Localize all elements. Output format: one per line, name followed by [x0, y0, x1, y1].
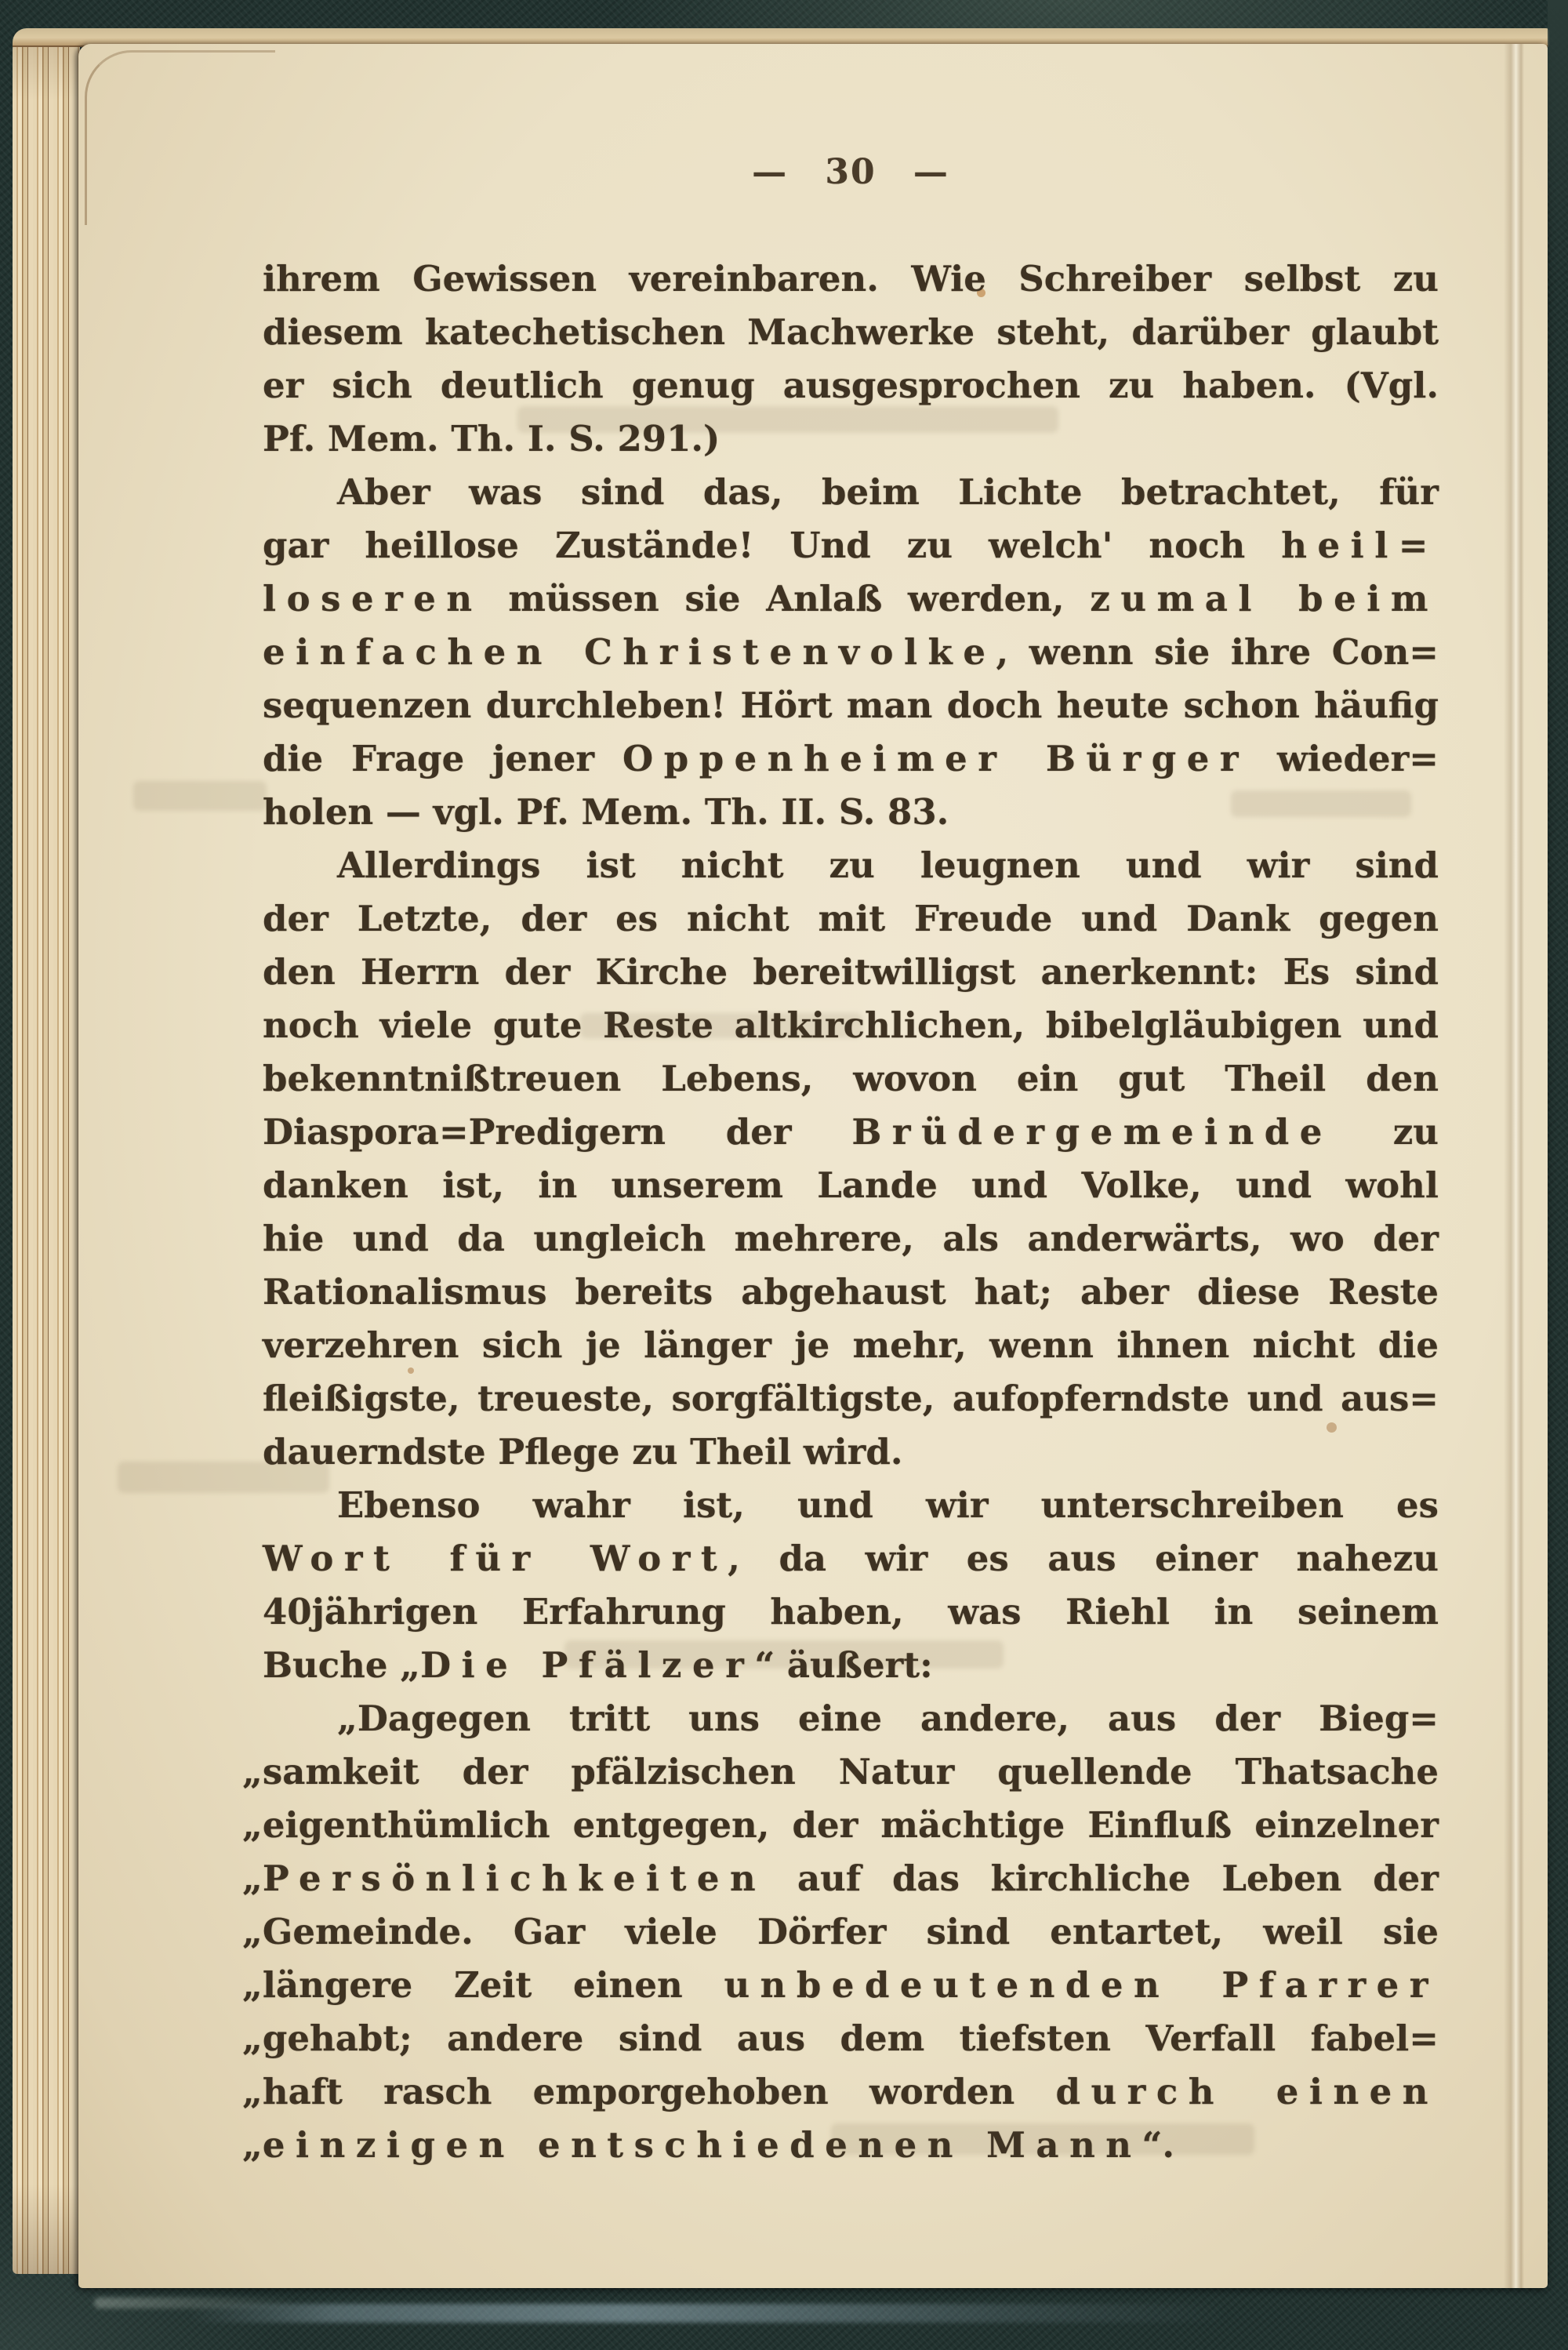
text-line	[263, 892, 1439, 946]
text-run: „	[242, 1858, 263, 1899]
text-run: zu	[1332, 1111, 1439, 1153]
text-line	[263, 1639, 1439, 1692]
text-run: “ äußert:	[754, 1644, 933, 1686]
text-line	[263, 252, 1439, 306]
text-run: „eigenthümlich entgegen, der mächtige Einfluß einzelner	[242, 1804, 1439, 1846]
text-run: „haft rasch emporgehoben worden	[242, 2071, 1056, 2112]
text-run: Ebenso wahr ist, und wir unterschreiben es	[337, 1484, 1439, 1526]
text-run: den Herrn der Kirche bereitwilligst anerkennt: Es sind	[263, 951, 1439, 993]
text-run: , da wir es aus einer nahezu	[728, 1538, 1439, 1579]
text-line	[263, 626, 1439, 679]
text-run: ihrem Gewissen vereinbaren. Wie Schreiber selbst zu	[263, 258, 1439, 300]
letterspaced-text: heil=	[1281, 525, 1439, 566]
text-line	[263, 1372, 1439, 1426]
text-run: Buche „	[263, 1644, 421, 1686]
text-run: „Gemeinde. Gar viele Dörfer sind entartet, weil sie	[242, 1911, 1439, 1952]
cover-edge-right	[1548, 0, 1568, 282]
page-number-header: — 30 —	[752, 152, 949, 192]
text-run: Allerdings ist nicht zu leugnen und wir sind	[337, 844, 1439, 886]
text-line	[263, 519, 1439, 572]
page-right-crease	[1504, 44, 1524, 2288]
letterspaced-text: durch einen	[1055, 2071, 1439, 2112]
text-line	[263, 1266, 1439, 1319]
text-run: dauerndste Pflege zu Theil wird.	[263, 1431, 903, 1473]
text-line	[263, 1212, 1439, 1266]
text-line	[263, 946, 1439, 999]
text-run: bekenntnißtreuen Lebens, wovon ein gut Theil den	[263, 1058, 1439, 1099]
text-run: , wenn sie ihre Con=	[996, 631, 1439, 673]
text-line	[263, 1319, 1439, 1372]
text-run: „längere Zeit einen	[242, 1964, 724, 2006]
text-run: er sich deutlich genug ausgesprochen zu haben. (Vgl.	[263, 365, 1439, 406]
text-run: „	[242, 2124, 263, 2166]
letterspaced-text: Brüdergemeinde	[851, 1111, 1333, 1153]
text-run: gar heillose Zustände! Und zu welch' noch	[263, 525, 1282, 566]
text-line	[263, 1159, 1439, 1212]
text-run: Pf. Mem. Th. I. S. 291.)	[263, 418, 720, 459]
letterspaced-text: Persönlichkeiten	[262, 1858, 767, 1899]
text-line	[242, 1745, 1439, 1799]
text-run: fleißigste, treueste, sorgfältigste, aufopferndste und aus=	[263, 1378, 1439, 1419]
letterspaced-text: Oppenheimer Bürger	[622, 738, 1250, 779]
text-line	[263, 1532, 1439, 1585]
text-run: 40jährigen Erfahrung haben, was Riehl in seinem	[263, 1591, 1439, 1633]
text-run: noch viele gute Reste altkirchlichen, bibelgläubigen und	[263, 1004, 1439, 1046]
text-line	[242, 1959, 1439, 2012]
text-line	[263, 999, 1439, 1052]
text-line	[242, 2012, 1439, 2065]
text-run: Rationalismus bereits abgehaust hat; aber diese Reste	[263, 1271, 1439, 1313]
book-page	[78, 44, 1548, 2288]
letterspaced-text: Die Pfälzer	[420, 1644, 755, 1686]
text-line	[263, 732, 1439, 786]
text-line	[263, 412, 1439, 466]
text-run: Aber was sind das, beim Lichte betrachtet, für	[337, 471, 1439, 513]
text-line	[263, 1479, 1439, 1532]
text-line	[263, 1585, 1439, 1639]
text-run: Diaspora=Predigern der	[263, 1111, 852, 1153]
letterspaced-text: loseren	[263, 578, 483, 619]
text-line	[263, 1052, 1439, 1106]
text-run: hie und da ungleich mehrere, als anderwärts, wo der	[263, 1218, 1439, 1259]
text-line	[263, 1106, 1439, 1159]
text-run: verzehren sich je länger je mehr, wenn ihnen nicht die	[263, 1324, 1439, 1366]
letterspaced-text: zumal beim	[1090, 578, 1439, 619]
text-run: „samkeit der pfälzischen Natur quellende Thatsache	[242, 1751, 1439, 1792]
page-stack-edges	[13, 33, 80, 2274]
text-line	[263, 466, 1439, 519]
letterspaced-text: Wort für Wort	[263, 1538, 728, 1579]
text-run: danken ist, in unserem Lande und Volke, und wohl	[263, 1164, 1439, 1206]
text-run: der Letzte, der es nicht mit Freude und Dank gegen	[263, 898, 1439, 939]
text-run: „Dagegen tritt uns eine andere, aus der Bieg=	[337, 1698, 1439, 1739]
text-run: holen — vgl. Pf. Mem. Th. II. S. 83.	[263, 791, 949, 833]
text-line	[242, 1799, 1439, 1852]
text-line	[263, 1426, 1439, 1479]
text-run: wieder=	[1249, 738, 1439, 779]
corner-crease	[85, 50, 275, 225]
text-run: “.	[1142, 2124, 1175, 2166]
text-line	[263, 679, 1439, 732]
text-line	[242, 1905, 1439, 1959]
text-line	[263, 839, 1439, 892]
text-line	[263, 359, 1439, 412]
text-run: „gehabt; andere sind aus dem tiefsten Verfall fabel=	[242, 2018, 1439, 2059]
text-line	[263, 306, 1439, 359]
letterspaced-text: einfachen Christenvolke	[263, 631, 996, 673]
text-line	[263, 1692, 1439, 1745]
text-run: sequenzen durchleben! Hört man doch heute schon häufig	[263, 685, 1439, 726]
bleed-through-smudge	[133, 781, 267, 811]
text-line	[242, 1852, 1439, 1905]
text-line	[242, 2065, 1439, 2119]
text-line	[263, 572, 1439, 626]
text-block	[242, 252, 1439, 2172]
letterspaced-text: einzigen entschiedenen Mann	[262, 2124, 1142, 2166]
cover-highlight	[188, 2304, 1231, 2323]
text-run: diesem katechetischen Machwerke steht, darüber glaubt	[263, 311, 1439, 353]
text-line	[242, 2119, 1439, 2172]
text-run: müssen sie Anlaß werden,	[482, 578, 1091, 619]
text-line	[263, 786, 1439, 839]
cover-highlight	[94, 2297, 298, 2308]
text-run: auf das kirchliche Leben der	[766, 1858, 1439, 1899]
text-run: die Frage jener	[263, 738, 623, 779]
letterspaced-text: unbedeutenden Pfarrer	[724, 1964, 1439, 2006]
